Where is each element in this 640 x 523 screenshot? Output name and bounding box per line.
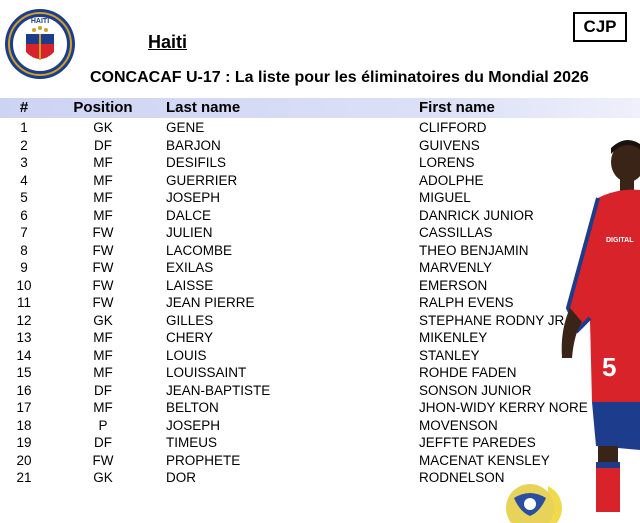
player-last-name: DALCE <box>166 207 212 223</box>
player-first-name: DANRICK JUNIOR <box>419 207 534 223</box>
table-row <box>0 189 640 207</box>
player-first-name: STANLEY <box>419 347 480 363</box>
player-number: 5 <box>20 190 28 205</box>
player-position: MF <box>93 190 113 205</box>
table-row <box>0 399 640 417</box>
player-number: 1 <box>20 120 28 135</box>
player-position: MF <box>93 400 113 415</box>
player-last-name: LACOMBE <box>166 242 233 258</box>
player-position: MF <box>93 207 113 223</box>
player-first-name: GUIVENS <box>419 137 480 153</box>
player-number: 4 <box>20 172 28 188</box>
table-row <box>0 277 640 295</box>
table-row <box>0 119 640 137</box>
player-first-name: CASSILLAS <box>419 225 493 240</box>
table-row <box>0 224 640 242</box>
player-first-name: MARVENLY <box>419 260 493 275</box>
player-position: DF <box>94 382 112 398</box>
player-last-name: JULIEN <box>166 225 213 240</box>
player-position: FW <box>92 452 114 468</box>
player-first-name: MIKENLEY <box>419 330 488 345</box>
player-number: 2 <box>20 137 28 153</box>
table-row <box>0 294 640 312</box>
table-row <box>0 382 640 400</box>
player-number: 21 <box>16 470 32 485</box>
player-position: MF <box>93 155 113 170</box>
player-number: 3 <box>20 155 28 170</box>
player-number: 18 <box>16 417 32 433</box>
player-position: GK <box>93 120 113 135</box>
player-position: P <box>98 417 108 433</box>
player-photo <box>548 140 640 523</box>
roster-table <box>0 119 640 487</box>
player-last-name: JEAN-BAPTISTE <box>166 382 271 398</box>
player-last-name: LAISSE <box>166 277 214 293</box>
player-number: 8 <box>20 242 28 258</box>
logo-text: HAITI <box>30 18 50 25</box>
player-number: 7 <box>20 225 28 240</box>
player-number: 11 <box>16 295 31 310</box>
source-badge: CJP <box>573 12 627 42</box>
player-last-name: BELTON <box>166 400 219 415</box>
table-row <box>0 172 640 190</box>
player-first-name: MIGUEL <box>419 190 471 205</box>
player-position: FW <box>92 242 114 258</box>
jersey-sponsor: DIGITAL <box>606 237 634 244</box>
player-number: 14 <box>16 347 32 363</box>
table-row <box>0 434 640 452</box>
player-position: FW <box>92 260 114 275</box>
player-position: FW <box>92 225 114 240</box>
player-position: MF <box>93 347 113 363</box>
player-position: GK <box>93 312 113 328</box>
player-last-name: EXILAS <box>166 260 214 275</box>
player-last-name: BARJON <box>166 137 221 153</box>
table-row <box>0 242 640 260</box>
player-number: 20 <box>16 452 32 468</box>
player-number: 10 <box>16 277 32 293</box>
player-first-name: SONSON JUNIOR <box>419 382 532 398</box>
table-row <box>0 154 640 172</box>
col-number-header: # <box>19 99 29 116</box>
table-row <box>0 347 640 365</box>
player-last-name: DESIFILS <box>166 155 227 170</box>
player-last-name: DOR <box>166 470 196 485</box>
player-position: FW <box>92 295 114 310</box>
table-header <box>0 98 640 118</box>
player-last-name: TIMEUS <box>166 435 218 450</box>
player-first-name: RODNELSON <box>419 470 505 485</box>
player-number: 16 <box>16 382 32 398</box>
player-last-name: JEAN PIERRE <box>166 295 255 310</box>
player-number: 19 <box>16 435 32 450</box>
col-position-header: Position <box>73 99 133 116</box>
player-position: MF <box>93 365 113 380</box>
player-last-name: JOSEPH <box>166 190 221 205</box>
col-lastname-header: Last name <box>166 99 241 116</box>
player-position: MF <box>93 330 113 345</box>
table-row <box>0 137 640 155</box>
player-last-name: GILLES <box>166 312 214 328</box>
player-last-name: JOSEPH <box>166 417 221 433</box>
player-first-name: RALPH EVENS <box>419 295 514 310</box>
player-number: 9 <box>20 260 28 275</box>
player-last-name: GENE <box>166 120 205 135</box>
player-first-name: ADOLPHE <box>419 172 484 188</box>
player-number: 17 <box>16 400 32 415</box>
table-row <box>0 312 640 330</box>
table-row <box>0 452 640 470</box>
soccer-ball-icon <box>504 482 556 523</box>
player-first-name: EMERSON <box>419 277 488 293</box>
col-firstname-header: First name <box>419 99 495 116</box>
player-number: 13 <box>16 330 32 345</box>
player-last-name: LOUIS <box>166 347 207 363</box>
player-first-name: STEPHANE RODNY JR <box>419 312 565 328</box>
player-last-name: CHERY <box>166 330 214 345</box>
jersey-number: 5 <box>602 352 617 382</box>
player-first-name: MACENAT KENSLEY <box>419 452 550 468</box>
table-row <box>0 364 640 382</box>
player-first-name: LORENS <box>419 155 475 170</box>
player-first-name: THEO BENJAMIN <box>419 242 529 258</box>
player-number: 12 <box>16 312 32 328</box>
page-title: CONCACAF U-17 : La liste pour les éliminatoires du Mondial 2026 <box>90 69 589 86</box>
player-first-name: ROHDE FADEN <box>419 365 517 380</box>
player-position: DF <box>94 435 112 450</box>
player-number: 6 <box>20 207 28 223</box>
table-row <box>0 259 640 277</box>
player-position: FW <box>92 277 114 293</box>
player-first-name: CLIFFORD <box>419 120 487 135</box>
team-name: Haiti <box>148 32 188 52</box>
table-row <box>0 329 640 347</box>
player-last-name: LOUISSAINT <box>166 365 247 380</box>
player-last-name: GUERRIER <box>166 172 238 188</box>
player-first-name: JEFFTE PAREDES <box>419 435 536 450</box>
player-first-name: JHON-WIDY KERRY NORE <box>419 400 588 415</box>
table-row <box>0 207 640 225</box>
fhf-logo <box>4 8 76 80</box>
player-position: GK <box>93 470 113 485</box>
player-number: 15 <box>16 365 32 380</box>
player-first-name: MOVENSON <box>419 417 498 433</box>
player-position: MF <box>93 172 113 188</box>
player-last-name: PROPHETE <box>166 452 241 468</box>
player-position: DF <box>94 137 112 153</box>
table-row <box>0 417 640 435</box>
